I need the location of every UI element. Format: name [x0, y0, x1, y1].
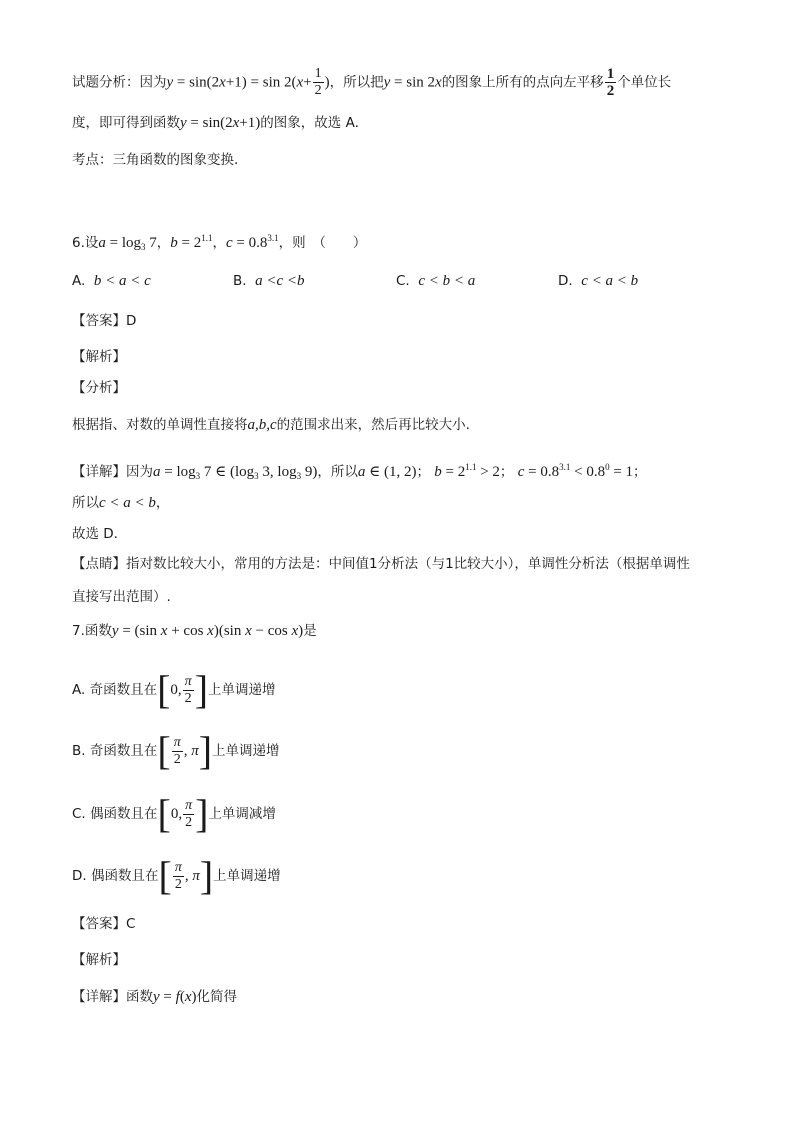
q7-opt-b-suffix: 上单调递增 — [212, 743, 280, 759]
q6-fenxi-b: 的范围求出来，然后再比较大小. — [276, 417, 470, 433]
q6-dianjing-label: 【点睛】 — [72, 556, 126, 572]
q6-option-c: C. c < b < a — [396, 273, 476, 289]
q6-xiangjie-label: 【详解】 — [72, 464, 126, 480]
q6-option-a: A. b < a < c — [72, 273, 151, 289]
q6-fenxi: 【分析】 — [72, 380, 126, 396]
q6-dj-text1: 指对数比较大小，常用的方法是：中间值1分析法（与1比较大小），单调性分析法（根据单调性 — [126, 556, 690, 572]
q5-shift-den: 2 — [606, 83, 615, 99]
q7-opt-c-prefix: C. 偶函数且在 — [72, 806, 158, 822]
q7-xiangjie-label: 【详解】 — [72, 989, 126, 1005]
q6-xj-d: ； — [499, 464, 514, 480]
q6-xj-range: $a = \log_3 7$ ∈ ($\log_3$ 3, $\log_3 9$) — [153, 464, 318, 481]
q6-jiexi: 【解析】 — [72, 349, 126, 365]
q7-xj-b: 化简得 — [196, 989, 237, 1005]
q6-so: 所以c < a < b， — [72, 495, 170, 511]
q5-prefix: 试题分析：因为 — [72, 74, 167, 91]
q6-so-b: ， — [155, 495, 170, 511]
q7-stem — [72, 620, 317, 642]
q7-opt-a-suffix: 上单调递增 — [208, 682, 276, 698]
q5-eq-lhs: y = sin(2x+1) = sin 2(x+ — [166, 74, 312, 91]
q6-xj-a-interval: a ∈ (1, 2) — [357, 464, 417, 480]
q7-stem-prefix: 7.函数 — [72, 623, 112, 639]
q7-answer — [72, 913, 135, 935]
q5-analysis-line2 — [72, 112, 368, 134]
q7-option-d: D. 偶函数且在 [ $\frac{\pi}{2}$ , π ] 上单调递增 — [72, 853, 281, 898]
q6-dianjing — [72, 553, 690, 575]
q7-answer-value: C — [126, 916, 136, 932]
q7-opt-a-prefix: A. 奇函数且在 — [72, 682, 158, 698]
q6-option-a-label: A. — [72, 273, 86, 289]
q7-option-b: B. 奇函数且在 [ $\frac{\pi}{2}$ , π ] 上单调递增 — [72, 728, 280, 773]
q6-fenxi-a: 根据指、对数的单调性直接将 — [72, 417, 248, 433]
q6-def-a: $a = \log_3 7$ — [98, 235, 157, 252]
q5-frac-num: 1 — [314, 66, 322, 81]
q6-xj-b: ，所以 — [317, 464, 358, 480]
q6-def-b: $b = 2^{1.1}$ — [170, 233, 213, 251]
q6-stem-prefix: 6.设 — [72, 235, 99, 251]
q6-option-d-label: D. — [558, 273, 573, 289]
q5-graph-fn: y = sin 2x — [383, 74, 442, 91]
q6-xj-c-ineq: $c = 0.8^{3.1} < 0.8^0 = 1$ — [517, 462, 634, 480]
q7-xj-a: 函数 — [126, 989, 153, 1005]
q5-frac-half — [313, 66, 324, 99]
q7-fx: y = f(x) — [153, 989, 197, 1005]
q7-stem-suffix: 是 — [303, 623, 317, 639]
q7-opt-d-suffix: 上单调递增 — [213, 868, 281, 884]
q7-option-c: C. 偶函数且在 [ 0, $\frac{\pi}{2}$ ] 上单调减增 — [72, 791, 276, 836]
q6-option-b: B. a <c <b — [233, 273, 305, 289]
q6-option-d: D. c < a < b — [558, 273, 639, 289]
q6-stem: 6.设$a = \log_3 7$，$b = 2^{1.1}$，$c = 0.8^{3.1}$，则 （ ） — [72, 233, 367, 252]
q7-opt-c-suffix: 上单调减增 — [208, 806, 276, 822]
q7-xiangjie — [72, 986, 237, 1008]
q5-shift-num: 1 — [606, 66, 615, 82]
q6-xiangjie — [72, 456, 647, 487]
q5-mid: ，所以把 — [329, 74, 384, 91]
q6-fenxi-vars: a,b,c — [247, 417, 277, 433]
q6-xj-b-ineq: $b = 2^{1.1} > 2$ — [434, 462, 500, 480]
q6-dianjing-line2: 直接写出范围）. — [72, 589, 171, 605]
q7-opt-d-prefix: D. 偶函数且在 — [72, 868, 159, 884]
q6-option-c-label: C. — [396, 273, 410, 289]
q7-jiexi: 【解析】 — [72, 952, 126, 968]
q7-answer-label: 【答案】 — [72, 916, 126, 932]
q6-def-c: $c = 0.8^{3.1}$ — [226, 233, 279, 251]
q6-answer-label: 【答案】 — [72, 313, 126, 329]
q5-line2-a: 度，即可得到函数 — [72, 115, 180, 131]
q6-so-a: 所以 — [72, 495, 99, 511]
q5-analysis-line1 — [72, 66, 671, 99]
q6-answer — [72, 310, 136, 332]
q7-option-a: A. 奇函数且在 [ 0, $\frac{\pi}{2}$ ] 上单调递增 — [72, 667, 276, 712]
q5-tail: 个单位长 — [617, 74, 672, 91]
q6-option-b-label: B. — [233, 273, 247, 289]
q5-shift-frac — [605, 66, 617, 99]
q5-line2-b: 的图象，故选 A． — [260, 115, 369, 131]
q5-eq-rhs: ) — [324, 74, 330, 91]
q5-mid2: 的图象上所有的点向左平移 — [441, 74, 604, 91]
q5-kaodian: 考点：三角函数的图象变换． — [72, 152, 248, 168]
q6-xj-e: ； — [633, 464, 647, 480]
q6-xj-a: 因为 — [126, 464, 153, 480]
q6-xj-c: ； — [416, 464, 430, 480]
q5-frac-den: 2 — [314, 83, 322, 98]
q7-function: y = (sin x + cos x)(sin x − cos x) — [111, 623, 304, 639]
q6-stem-suffix: ，则 （ ） — [278, 235, 367, 251]
q6-guxuan: 故选 D. — [72, 526, 118, 542]
q5-line2-fn: y = sin(2x+1) — [180, 115, 261, 131]
q6-fenxi-text — [72, 414, 470, 436]
q6-answer-value: D — [126, 313, 137, 329]
q7-opt-b-prefix: B. 奇函数且在 — [72, 743, 158, 759]
